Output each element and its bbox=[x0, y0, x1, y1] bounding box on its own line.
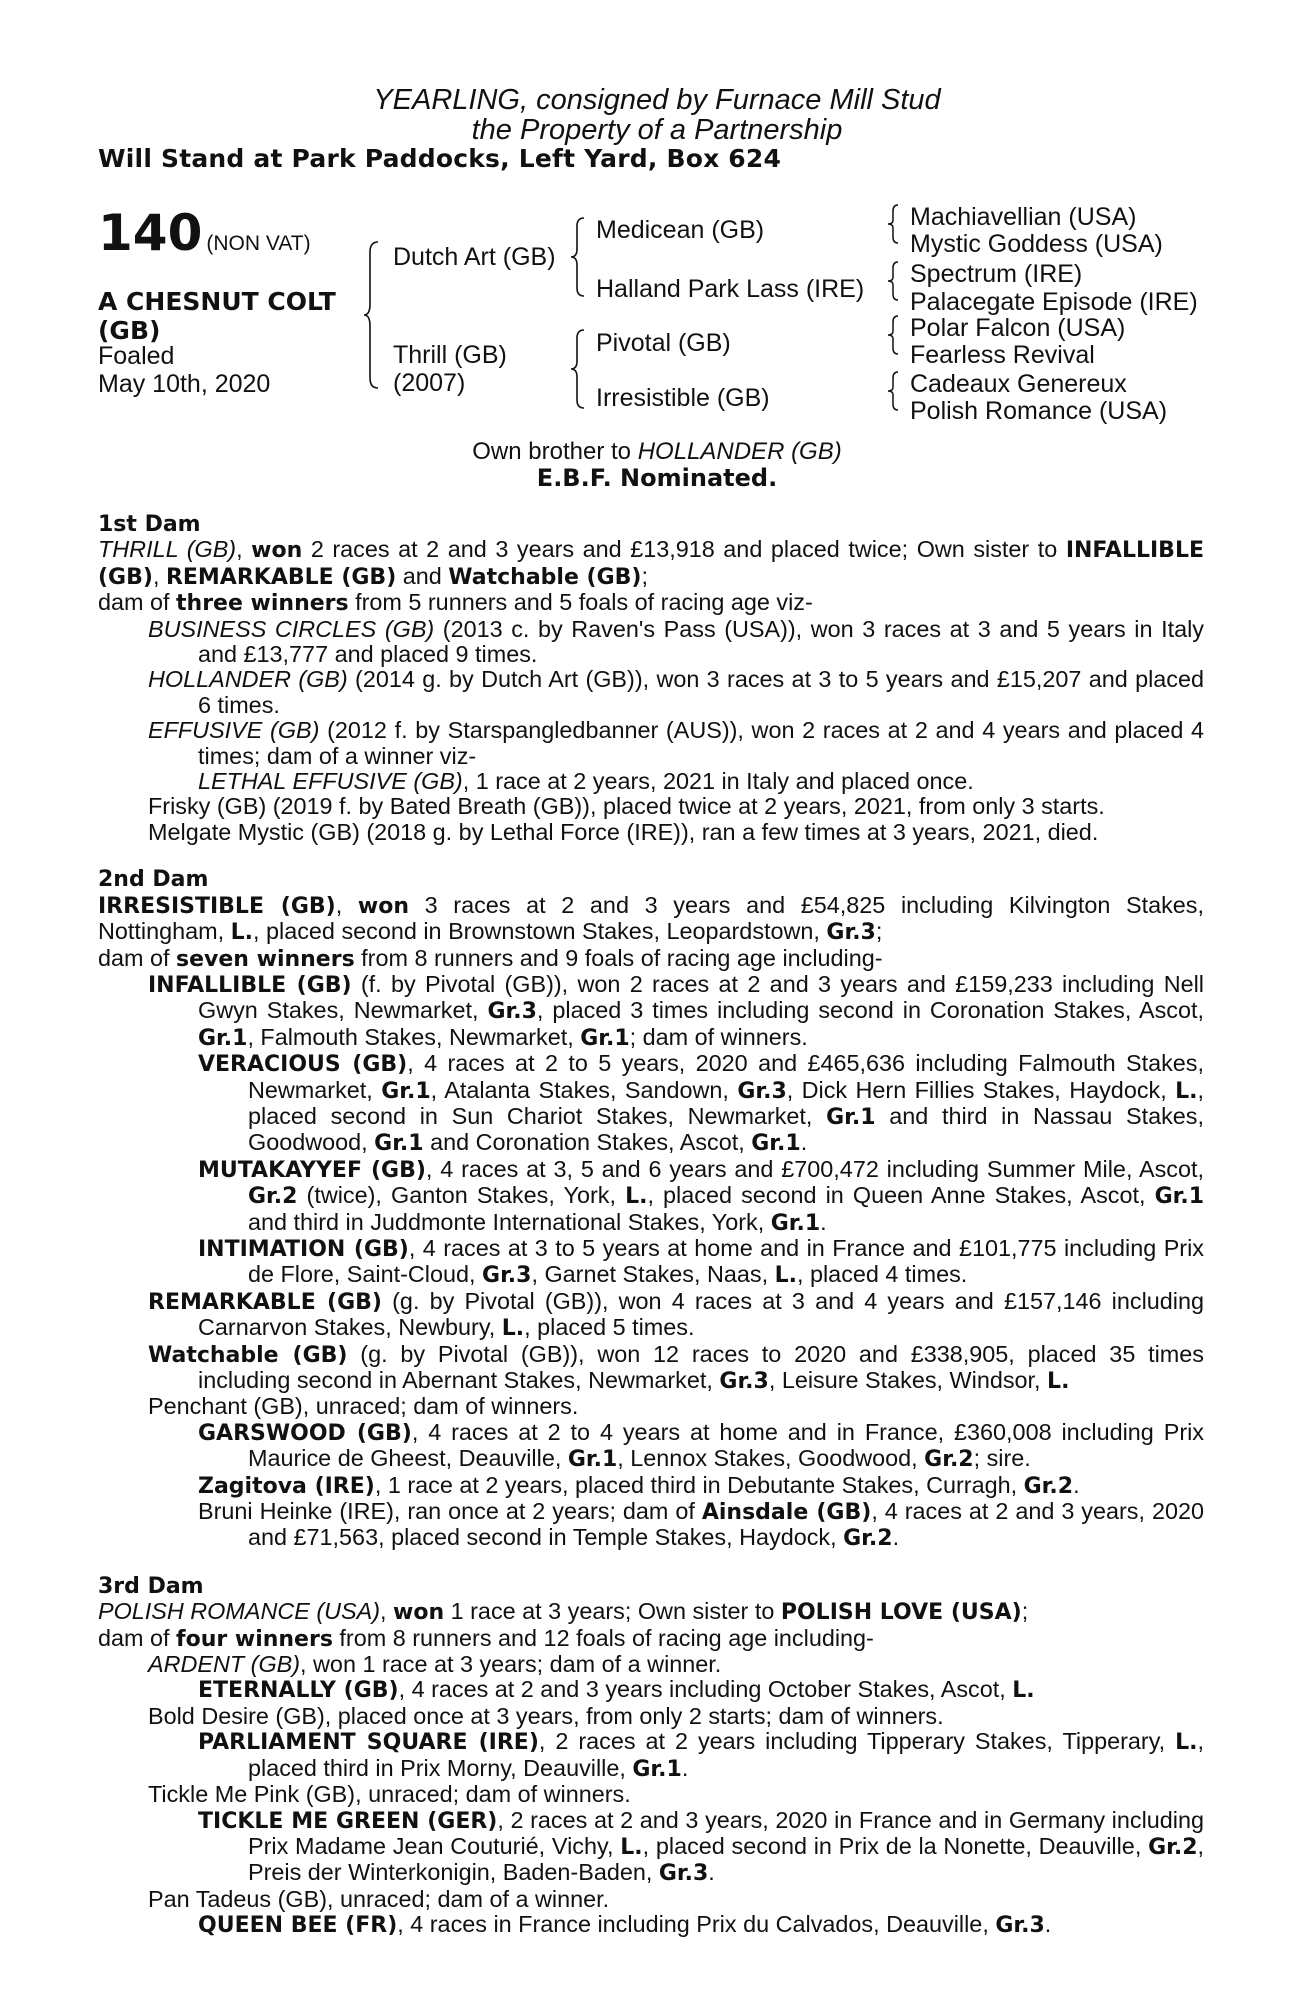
progeny-entry bbox=[98, 1473, 1204, 1499]
dam-summary bbox=[98, 590, 1204, 616]
text-run: and bbox=[396, 562, 449, 589]
dam-of-sire: Halland Park Lass (IRE) bbox=[596, 275, 865, 303]
bold-run: won bbox=[393, 1600, 445, 1626]
text-run: ; bbox=[641, 562, 648, 589]
bold-run: PARLIAMENT SQUARE (IRE) bbox=[198, 1730, 539, 1756]
pedigree-bracket-g4 bbox=[886, 371, 902, 411]
text-run: , bbox=[380, 1598, 394, 1625]
text-run: Frisky (GB) (2019 f. by Bated Breath (GB)), placed twice at 2 years, 2021, from only 3 starts. bbox=[148, 793, 1105, 820]
progeny-entry bbox=[98, 1420, 1204, 1473]
text-run: , placed third in Prix Morny, Deauville, bbox=[248, 1728, 1205, 1781]
great-grandsire-3: Polar Falcon (USA) bbox=[910, 314, 1126, 342]
consignment-line: YEARLING, consigned by Furnace Mill Stud bbox=[373, 84, 941, 116]
text-run: , placed second in Queen Anne Stakes, Ascot, bbox=[647, 1182, 1155, 1209]
text-run: from 8 runners and 9 foals of racing age including- bbox=[354, 944, 883, 971]
progeny-entry bbox=[98, 794, 1204, 819]
text-run: , Garnet Stakes, Naas, bbox=[531, 1261, 775, 1288]
progeny-entry bbox=[98, 1912, 1204, 1938]
bold-run: INTIMATION (GB) bbox=[198, 1236, 409, 1262]
text-run: , placed second in Sun Chariot Stakes, Newmarket, bbox=[248, 1076, 1205, 1129]
italic-run: THRILL (GB) bbox=[98, 536, 237, 563]
bold-run: POLISH LOVE (USA) bbox=[780, 1600, 1022, 1626]
bold-run: won bbox=[357, 893, 409, 919]
text-run: (g. by Pivotal (GB)), won 4 races at 3 and 4 years and £157,146 including Carnarvon Stakes, Newbury, bbox=[198, 1287, 1205, 1341]
text-run: from 8 runners and 12 foals of racing age including- bbox=[332, 1624, 874, 1651]
text-run: , placed 3 times including second in Coronation Stakes, Ascot, bbox=[536, 997, 1204, 1024]
text-run: , Atalanta Stakes, Sandown, bbox=[430, 1076, 738, 1103]
bold-run: REMARKABLE (GB) bbox=[165, 564, 397, 590]
text-run: . bbox=[800, 1129, 808, 1156]
text-run: (2014 g. by Dutch Art (GB)), won 3 races at 3 to 5 years and £15,207 and placed 6 times. bbox=[198, 666, 1204, 718]
text-run: . bbox=[1044, 1911, 1052, 1938]
bold-run: QUEEN BEE (FR) bbox=[198, 1913, 398, 1939]
bold-run: L. bbox=[1012, 1678, 1035, 1704]
sire-of-dam: Pivotal (GB) bbox=[596, 329, 731, 357]
bold-run: four winners bbox=[176, 1626, 333, 1652]
bold-run: Gr.2 bbox=[1023, 1473, 1074, 1499]
bold-run: Gr.2 bbox=[843, 1526, 893, 1552]
pedigree-bracket-g1 bbox=[886, 204, 902, 244]
bold-run: IRRESISTIBLE (GB) bbox=[98, 893, 336, 919]
bold-run: Gr.3 bbox=[719, 1369, 769, 1394]
text-run: , won 1 race at 3 years; dam of a winner. bbox=[300, 1651, 722, 1678]
bold-run: L. bbox=[620, 1834, 643, 1860]
text-run: , 4 races at 2 and 3 years, 2020 and £71,563, placed second in Temple Stakes, Haydock, bbox=[248, 1498, 1204, 1551]
bold-run: Gr.1 bbox=[1154, 1184, 1205, 1210]
text-run: ; bbox=[1021, 1598, 1029, 1625]
italic-run: BUSINESS CIRCLES (GB) bbox=[148, 615, 435, 642]
dam-summary bbox=[98, 1599, 1204, 1625]
bold-run: Watchable (GB) bbox=[148, 1342, 348, 1368]
text-run: , 4 races at 3, 5 and 6 years and £700,472 including Summer Mile, Ascot, bbox=[425, 1155, 1204, 1182]
progeny-entry bbox=[98, 1394, 1204, 1419]
dam-summary bbox=[98, 893, 1204, 946]
text-run: 2 races at 2 and 3 years and £13,918 and placed twice; Own sister to bbox=[302, 536, 1066, 563]
bold-run: MUTAKAYYEF (GB) bbox=[198, 1157, 426, 1183]
text-run: , 4 races at 2 to 5 years, 2020 and £465,636 including Falmouth Stakes, Newmarket, bbox=[248, 1050, 1204, 1103]
bold-run: Gr.3 bbox=[658, 1861, 709, 1887]
lot-description: A CHESNUT COLT bbox=[98, 287, 336, 316]
bold-run: Gr.3 bbox=[826, 920, 876, 946]
bold-run: Gr.1 bbox=[580, 1025, 630, 1051]
bold-run: Watchable (GB) bbox=[448, 564, 642, 590]
section-heading: 1st Dam bbox=[98, 512, 201, 537]
progeny-entry bbox=[98, 1236, 1204, 1289]
italic-run: EFFUSIVE (GB) bbox=[148, 717, 320, 744]
text-run: , placed 4 times. bbox=[796, 1261, 968, 1288]
bold-run: Gr.1 bbox=[826, 1104, 876, 1130]
progeny-entry bbox=[98, 1887, 1204, 1912]
dam-of-dam: Irresistible (GB) bbox=[596, 384, 770, 412]
text-run: , placed 5 times. bbox=[524, 1314, 695, 1341]
stand-location: Will Stand at Park Paddocks, Left Yard, Box 624 bbox=[98, 144, 782, 173]
progeny-entry bbox=[98, 1289, 1204, 1342]
bold-run: Gr.1 bbox=[381, 1078, 431, 1104]
italic-run: LETHAL EFFUSIVE (GB) bbox=[198, 768, 463, 795]
progeny-entry bbox=[98, 667, 1204, 718]
bold-run: GARSWOOD (GB) bbox=[198, 1420, 412, 1446]
text-run: , 2 races at 2 and 3 years, 2020 in France and in Germany including Prix Madame Jean Couturié, Vichy, bbox=[248, 1806, 1204, 1859]
great-granddam-2: Palacegate Episode (IRE) bbox=[910, 288, 1198, 316]
progeny-entry bbox=[98, 1652, 1204, 1677]
progeny-entry bbox=[98, 1729, 1204, 1782]
bold-run: VERACIOUS (GB) bbox=[198, 1052, 408, 1078]
lot-description-country: (GB) bbox=[98, 316, 161, 345]
great-grandsire-1: Machiavellian (USA) bbox=[910, 203, 1137, 231]
great-granddam-3: Fearless Revival bbox=[910, 341, 1095, 369]
dam-summary bbox=[98, 537, 1204, 590]
text-run: , 4 races at 3 to 5 years at home and in France and £101,775 including Prix de Flore, Saint-Cloud, bbox=[248, 1234, 1204, 1288]
text-run: Bruni Heinke (IRE), ran once at 2 years; dam of bbox=[198, 1498, 702, 1525]
text-run: , 4 races at 2 to 4 years at home and in France, £360,008 including Prix Maurice de Gheest, Deauville, bbox=[248, 1418, 1204, 1472]
bold-run: L. bbox=[230, 920, 254, 946]
text-run: , 2 races at 2 years including Tipperary Stakes, Tipperary, bbox=[538, 1728, 1176, 1755]
bold-run: REMARKABLE (GB) bbox=[148, 1289, 382, 1315]
great-grandsire-4: Cadeaux Genereux bbox=[910, 370, 1127, 398]
bold-run: L. bbox=[1175, 1078, 1198, 1104]
progeny-entry bbox=[98, 1704, 1204, 1729]
bold-run: Gr.2 bbox=[924, 1447, 974, 1473]
text-run: dam of bbox=[98, 944, 177, 971]
progeny-entry bbox=[98, 1677, 1204, 1703]
dam-summary bbox=[98, 946, 1204, 972]
bold-run: Gr.1 bbox=[567, 1447, 618, 1473]
text-run: and third in Nassau Stakes, Goodwood, bbox=[248, 1102, 1205, 1156]
bold-run: L. bbox=[625, 1184, 648, 1210]
bold-run: Gr.1 bbox=[198, 1025, 248, 1051]
progeny-entry bbox=[98, 769, 1204, 794]
text-run: , bbox=[236, 536, 252, 563]
text-run: . bbox=[681, 1754, 689, 1781]
text-run: , Dick Hern Fillies Stakes, Haydock, bbox=[786, 1076, 1176, 1103]
text-run: Pan Tadeus (GB), unraced; dam of a winner. bbox=[148, 1885, 610, 1912]
progeny-entry bbox=[98, 1808, 1204, 1887]
bold-run: Gr.2 bbox=[248, 1184, 298, 1210]
bold-run: ETERNALLY (GB) bbox=[198, 1678, 399, 1704]
bold-run: three winners bbox=[176, 591, 349, 617]
progeny-entry bbox=[98, 820, 1204, 845]
foaled-label: Foaled bbox=[98, 342, 175, 370]
property-line: the Property of a Partnership bbox=[471, 114, 843, 146]
pedigree-bracket-g3 bbox=[886, 315, 902, 355]
progeny-entry bbox=[98, 1499, 1204, 1552]
italic-run: POLISH ROMANCE (USA) bbox=[98, 1598, 381, 1625]
text-run: and third in Juddmonte International Stakes, York, bbox=[248, 1208, 771, 1235]
bold-run: Gr.3 bbox=[482, 1263, 532, 1289]
text-run: Bold Desire (GB), placed once at 3 years, from only 2 starts; dam of winners. bbox=[148, 1702, 944, 1729]
bold-run: INFALLIBLE (GB) bbox=[98, 538, 1204, 590]
bold-run: Gr.3 bbox=[737, 1078, 787, 1104]
bold-run: L. bbox=[774, 1263, 797, 1289]
bold-run: TICKLE ME GREEN (GER) bbox=[198, 1808, 498, 1834]
text-run: ; sire. bbox=[973, 1445, 1031, 1472]
text-run: (twice), Ganton Stakes, York, bbox=[297, 1182, 626, 1209]
text-run: (f. by Pivotal (GB)), won 2 races at 2 and 3 years and £159,233 including Nell Gwyn Stakes, Newmarket, bbox=[198, 970, 1204, 1024]
text-run: dam of bbox=[98, 589, 177, 616]
pedigree-bracket-g2 bbox=[886, 261, 902, 301]
lot-number: 140 bbox=[98, 204, 203, 262]
bold-run: Gr.1 bbox=[770, 1210, 821, 1236]
bold-run: Gr.1 bbox=[374, 1131, 424, 1157]
foaled-date: May 10th, 2020 bbox=[98, 370, 271, 398]
dam: Thrill (GB) bbox=[393, 341, 507, 369]
text-run: , placed second in Prix de la Nonette, Deauville, bbox=[642, 1832, 1149, 1859]
bold-run: won bbox=[251, 538, 303, 564]
progeny-entry bbox=[98, 1051, 1204, 1157]
italic-run: ARDENT (GB) bbox=[148, 1651, 301, 1678]
great-granddam-1: Mystic Goddess (USA) bbox=[910, 230, 1163, 258]
text-run: (2012 f. by Starspangledbanner (AUS)), won 2 races at 2 and 4 years and placed 4 times; dam of a winner viz- bbox=[198, 717, 1205, 769]
text-run: . bbox=[708, 1859, 715, 1886]
text-run: , 1 race at 2 years, placed third in Debutante Stakes, Curragh, bbox=[374, 1471, 1024, 1498]
dam-summary bbox=[98, 1626, 1204, 1652]
text-run: (g. by Pivotal (GB)), won 12 races to 2020 and £338,905, placed 35 times including second in Abernant Stakes, Newmarket, bbox=[198, 1340, 1204, 1393]
text-run: from 5 runners and 5 foals of racing age viz- bbox=[348, 589, 813, 616]
text-run: . bbox=[820, 1208, 827, 1235]
family-sections bbox=[98, 512, 1204, 1939]
sire: Dutch Art (GB) bbox=[393, 243, 556, 271]
text-run: , placed second in Brownstown Stakes, Leopardstown, bbox=[253, 918, 827, 945]
text-run: ; dam of winners. bbox=[629, 1023, 808, 1050]
bold-run: Gr.3 bbox=[995, 1913, 1045, 1939]
bold-run: Gr.2 bbox=[1148, 1834, 1198, 1860]
pedigree-bracket-sire bbox=[570, 216, 590, 298]
bold-run: seven winners bbox=[176, 946, 355, 972]
text-run: , 1 race at 2 years, 2021 in Italy and placed once. bbox=[462, 768, 974, 795]
progeny-entry bbox=[98, 1342, 1204, 1395]
progeny-entry bbox=[98, 718, 1204, 769]
lot-heading bbox=[98, 204, 311, 262]
ebf-nomination: E.B.F. Nominated. bbox=[536, 464, 778, 492]
own-brother-note bbox=[0, 438, 1314, 466]
bold-run: Zagitova (IRE) bbox=[198, 1473, 375, 1499]
bold-run: L. bbox=[1175, 1730, 1198, 1756]
text-run: . bbox=[892, 1524, 900, 1551]
bold-run: Gr.3 bbox=[487, 999, 537, 1025]
vat-status: (NON VAT) bbox=[206, 232, 311, 255]
section-heading: 2nd Dam bbox=[98, 867, 209, 893]
text-run: , Falmouth Stakes, Newmarket, bbox=[247, 1023, 581, 1050]
bold-run: L. bbox=[501, 1316, 525, 1342]
dam-year: (2007) bbox=[393, 369, 466, 397]
progeny-entry bbox=[98, 972, 1204, 1051]
text-run: , bbox=[335, 891, 358, 918]
text-run: , Leisure Stakes, Windsor, bbox=[768, 1367, 1048, 1393]
bold-run: Ainsdale (GB) bbox=[701, 1500, 872, 1526]
text-run: dam of bbox=[98, 1624, 177, 1651]
text-run: , 4 races in France including Prix du Calvados, Deauville, bbox=[397, 1911, 996, 1938]
text-run: Penchant (GB), unraced; dam of winners. bbox=[148, 1393, 579, 1420]
text-run: Melgate Mystic (GB) (2018 g. by Lethal Force (IRE)), ran a few times at 3 years, 2021, died. bbox=[148, 818, 1099, 845]
great-granddam-4: Polish Romance (USA) bbox=[910, 397, 1168, 425]
great-grandsire-2: Spectrum (IRE) bbox=[910, 260, 1083, 288]
progeny-entry bbox=[98, 1157, 1204, 1236]
text-run: ; bbox=[875, 918, 883, 945]
text-run: , Lennox Stakes, Goodwood, bbox=[617, 1445, 925, 1472]
own-brother-prefix: Own brother to bbox=[472, 438, 638, 465]
pedigree-bracket-main bbox=[364, 240, 384, 390]
text-run: . bbox=[1073, 1471, 1080, 1498]
italic-run: HOLLANDER (GB) bbox=[148, 666, 348, 693]
text-run: , 4 races at 2 and 3 years including October Stakes, Ascot, bbox=[398, 1676, 1013, 1703]
pedigree-bracket-dam bbox=[570, 328, 590, 410]
sire-of-sire: Medicean (GB) bbox=[596, 216, 765, 244]
progeny-entry bbox=[98, 1782, 1204, 1807]
section-heading: 3rd Dam bbox=[98, 1573, 204, 1599]
bold-run: INFALLIBLE (GB) bbox=[148, 972, 352, 998]
bold-run: L. bbox=[1047, 1369, 1070, 1394]
bold-run: Gr.1 bbox=[751, 1131, 801, 1157]
text-run: Tickle Me Pink (GB), unraced; dam of winners. bbox=[148, 1781, 631, 1808]
progeny-entry bbox=[98, 617, 1204, 668]
text-run: 3 races at 2 and 3 years and £54,825 including Kilvington Stakes, Nottingham, bbox=[98, 891, 1204, 945]
text-run: , bbox=[152, 562, 166, 589]
text-run: 1 race at 3 years; Own sister to bbox=[444, 1598, 781, 1625]
bold-run: Gr.1 bbox=[632, 1756, 682, 1782]
text-run: and Coronation Stakes, Ascot, bbox=[423, 1129, 752, 1156]
own-brother-name: HOLLANDER (GB) bbox=[637, 438, 842, 465]
text-run: (2013 c. by Raven's Pass (USA)), won 3 races at 3 and 5 years in Italy and £13,777 and placed 9 times. bbox=[198, 615, 1204, 668]
text-run: , Preis der Winterkonigin, Baden-Baden, bbox=[248, 1832, 1205, 1886]
